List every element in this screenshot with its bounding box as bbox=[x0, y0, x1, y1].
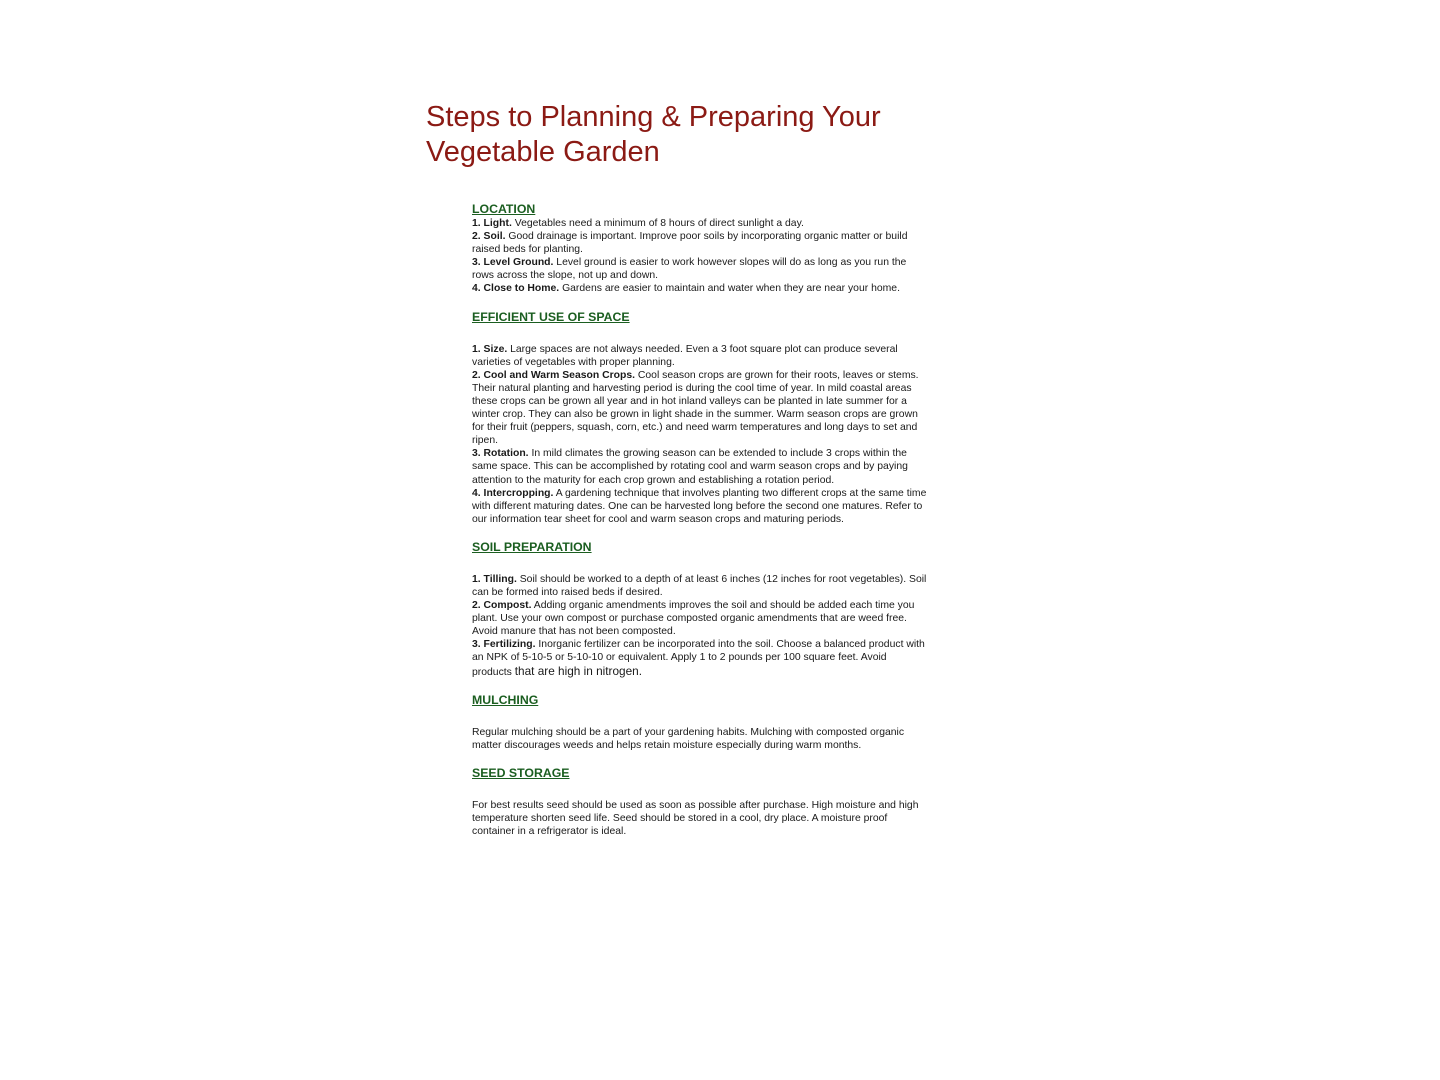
body-line bbox=[472, 217, 976, 230]
item-text-tail: that are high in nitrogen. bbox=[514, 663, 642, 678]
item-lead: 3. Level Ground. bbox=[472, 257, 554, 269]
body-line bbox=[472, 799, 976, 812]
item-text: raised beds for planting. bbox=[472, 244, 583, 256]
item-text: these crops can be grown all year and in hot inland valleys can be planted in late summer for a bbox=[472, 395, 907, 407]
item-text: winter crop. They can also be grown in light shade in the summer. Warm season crops are grown bbox=[472, 409, 918, 421]
item-lead: 1. Tilling. bbox=[472, 573, 517, 585]
body-line bbox=[472, 586, 976, 599]
body-line bbox=[472, 230, 976, 243]
body-line bbox=[472, 625, 976, 638]
title-line-2: Vegetable Garden bbox=[426, 136, 660, 168]
item-text: Regular mulching should be a part of your gardening habits. Mulching with composted organic bbox=[472, 726, 905, 738]
item-lead: 4. Intercropping. bbox=[472, 487, 554, 499]
item-text: Cool season crops are grown for their roots, leaves or stems. bbox=[635, 369, 919, 381]
item-text: plant. Use your own compost or purchase composted organic amendments that are weed free. bbox=[472, 613, 907, 625]
section-heading: SOIL PREPARATION bbox=[472, 539, 592, 554]
item-text: Avoid manure that has not been composted. bbox=[472, 626, 676, 638]
item-text: matter discourages weeds and helps retain moisture especially during warm months. bbox=[472, 739, 862, 751]
item-text: attention to the maturity for each crop grown and establishing a rotation period. bbox=[472, 474, 835, 486]
body-line bbox=[472, 243, 976, 256]
body-line bbox=[472, 599, 976, 612]
item-lead: 4. Close to Home. bbox=[472, 283, 560, 295]
body-line bbox=[472, 408, 976, 421]
item-text: temperature shorten seed life. Seed should be stored in a cool, dry place. A moisture proof bbox=[472, 812, 888, 824]
item-text: our information tear sheet for cool and warm season crops and maturing periods. bbox=[472, 513, 844, 525]
body-line bbox=[472, 825, 976, 838]
item-lead: 1. Size. bbox=[472, 343, 508, 355]
item-text: Level ground is easier to work however slopes will do as long as you run the bbox=[553, 257, 907, 269]
body-line bbox=[472, 460, 976, 473]
body-line bbox=[472, 573, 976, 586]
body-line bbox=[472, 513, 976, 526]
item-text: can be formed into raised beds if desired. bbox=[472, 586, 663, 598]
body-line bbox=[472, 369, 976, 382]
item-text: Inorganic fertilizer can be incorporated into the soil. Choose a balanced product with bbox=[535, 639, 925, 651]
item-text: an NPK of 5-10-5 or 5-10-10 or equivalent. Apply 1 to 2 pounds per 100 square feet. Avoid bbox=[472, 652, 887, 664]
body-line bbox=[472, 665, 976, 679]
section-heading: EFFICIENT USE OF SPACE bbox=[472, 309, 630, 324]
body-line bbox=[472, 434, 976, 447]
page-title bbox=[426, 100, 986, 170]
item-text: In mild climates the growing season can be extended to include 3 crops within the bbox=[528, 448, 907, 460]
item-lead: 2. Compost. bbox=[472, 600, 532, 612]
body-line bbox=[472, 612, 976, 625]
body-line bbox=[472, 382, 976, 395]
item-text: with different maturing dates. One can be harvested long before the second one matures. Refer to bbox=[472, 500, 923, 512]
section-heading: SEED STORAGE bbox=[472, 765, 570, 780]
body-line bbox=[472, 343, 976, 356]
item-text: Gardens are easier to maintain and water when they are near your home. bbox=[559, 283, 900, 295]
body-line bbox=[472, 269, 976, 282]
section-mulching bbox=[472, 693, 976, 752]
item-lead: 1. Light. bbox=[472, 218, 512, 229]
item-text: Vegetables need a minimum of 8 hours of direct sunlight a day. bbox=[511, 218, 804, 229]
body-line bbox=[472, 282, 976, 295]
body-line bbox=[472, 356, 976, 369]
body-line bbox=[472, 256, 976, 269]
item-text: For best results seed should be used as soon as possible after purchase. High moisture and high bbox=[472, 799, 919, 811]
body-line bbox=[472, 447, 976, 460]
document-body bbox=[472, 202, 976, 838]
section-efficient-use-of-space bbox=[472, 310, 976, 526]
item-text: Soil should be worked to a depth of at least 6 inches (12 inches for root vegetables). Soil bbox=[516, 573, 927, 585]
item-text: varieties of vegetables with proper planning. bbox=[472, 356, 675, 368]
item-text: container in a refrigerator is ideal. bbox=[472, 826, 627, 837]
body-line bbox=[472, 812, 976, 825]
item-lead: 3. Rotation. bbox=[472, 448, 529, 460]
body-line bbox=[472, 638, 976, 651]
section-heading: LOCATION bbox=[472, 202, 536, 216]
item-text: same space. This can be accomplished by rotating cool and warm season crops and by paying bbox=[472, 461, 908, 473]
title-line-1: Steps to Planning & Preparing Your bbox=[426, 101, 881, 133]
item-lead: 2. Soil. bbox=[472, 231, 506, 243]
section-seed-storage bbox=[472, 766, 976, 838]
body-line bbox=[472, 726, 976, 739]
item-lead: 3. Fertilizing. bbox=[472, 639, 536, 651]
body-line bbox=[472, 500, 976, 513]
body-line bbox=[472, 421, 976, 434]
item-text: Their natural planting and harvesting period is during the cool time of year. In mild coastal areas bbox=[472, 382, 912, 394]
item-text: Good drainage is important. Improve poor soils by incorporating organic matter or build bbox=[505, 231, 908, 243]
body-line bbox=[472, 739, 976, 752]
item-text: products bbox=[472, 666, 515, 678]
item-text: rows across the slope, not up and down. bbox=[472, 270, 658, 282]
item-text: A gardening technique that involves planting two different crops at the same time bbox=[553, 487, 927, 499]
item-text: Adding organic amendments improves the soil and should be added each time you bbox=[531, 600, 915, 612]
body-line bbox=[472, 487, 976, 500]
item-text: for their fruit (peppers, squash, corn, etc.) and need warm temperatures and long days to set and bbox=[472, 422, 918, 434]
section-heading: MULCHING bbox=[472, 692, 539, 707]
body-line bbox=[472, 395, 976, 408]
body-line bbox=[472, 474, 976, 487]
item-text: Large spaces are not always needed. Even a 3 foot square plot can produce several bbox=[507, 343, 898, 355]
section-soil-preparation bbox=[472, 540, 976, 679]
item-lead: 2. Cool and Warm Season Crops. bbox=[472, 369, 636, 381]
item-text: ripen. bbox=[472, 435, 498, 447]
section-location bbox=[472, 202, 976, 296]
